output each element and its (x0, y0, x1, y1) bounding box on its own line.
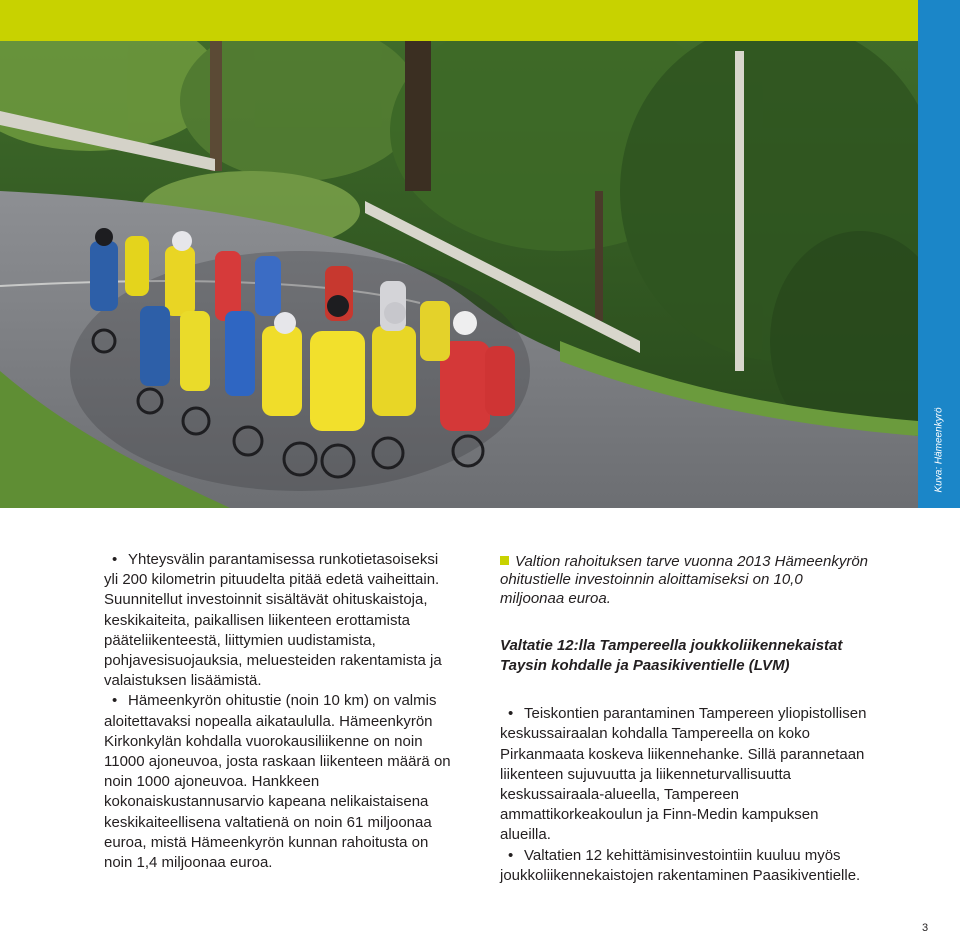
paragraph-paasikiventie: • Valtatien 12 kehittämisinvestointiin kuuluu myös joukkoliikennekaistojen rakentaminen Paasikiventielle. (500, 846, 870, 886)
paragraph-teiskontie: • Teiskontien parantaminen Tampereen yliopistollisen keskussairaalan kohdalla Tampereella on koko Pirkanmaata koskeva liikennehanke. Sillä parannetaan liikenteen sujuvuutta ja liikenneturvallisuutta keskussairaala-alueella, Tampereen ammattikorkeakoulun ja Finn-Medin kampuksen alueilla. (500, 704, 870, 845)
cyclists-photo (0, 41, 918, 508)
funding-highlight (500, 553, 870, 608)
paragraph-route-improvement: • Yhteysvälin parantamisessa runkotietasoiseksi yli 200 kilometrin pituudelta pitää edetä vaiheittain. Suunnitellut investoinnit sisältävät ohituskaistoja, keskikaiteita, paikallisen liikenteen erottamista pääteliikenteestä, liittymien uudistamista, pohjavesisuojauksia, meluesteiden rakentamista ja valaistuksen lisäämistä. (104, 550, 456, 691)
left-column (104, 550, 456, 873)
section-heading: Valtatie 12:lla Tampereella joukkoliikennekaistat Taysin kohdalle ja Paasikiventielle (LVM) (500, 637, 843, 675)
funding-highlight-text: Valtion rahoituksen tarve vuonna 2013 Hämeenkyrön ohitustielle investoinnin aloittamiseksi on 10,0 miljoonaa euroa. (500, 553, 868, 607)
page-number: 3 (922, 922, 929, 934)
square-bullet-icon (500, 556, 509, 565)
side-color-band (918, 0, 960, 508)
top-color-band (0, 0, 918, 41)
paragraph-hameenkyro-bypass: • Hämeenkyrön ohitustie (noin 10 km) on valmis aloitettavaksi nopealla aikataululla. Hämeenkyrön Kirkonkylän kohdalla vuorokausiliikenne on noin 11000 ajoneuvoa, josta raskaan liikenteen määrä on noin 1000 ajoneuvoa. Hankkeen kokonaiskustannusarvio kapeana nelikaistaisena keskikaiteellisena valtatienä on noin 61 miljoonaa euroa, mistä Hämeenkyrön kunnan rahoitusta on noin 1,4 miljoonaa euroa. (104, 691, 456, 873)
photo-credit: Kuva: Hämeenkyrö (933, 407, 945, 493)
right-column (500, 553, 870, 886)
